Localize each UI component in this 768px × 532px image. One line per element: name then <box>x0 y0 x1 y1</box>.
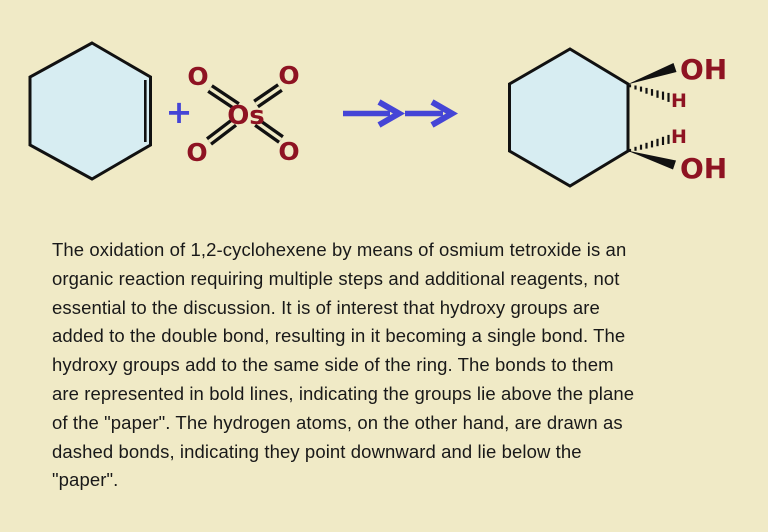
paragraph-line: "paper". <box>52 469 119 491</box>
hydrogen-label-top: H <box>671 90 687 112</box>
paragraph-line: of the "paper". The hydrogen atoms, on the other hand, are drawn as <box>52 411 623 433</box>
osmium-label: Os <box>227 101 265 131</box>
paragraph-line: The oxidation of 1,2-cyclohexene by means of osmium tetroxide is an <box>52 239 627 260</box>
reaction-scheme <box>0 0 768 220</box>
paragraph-line: added to the double bond, resulting in it becoming a single bond. The <box>52 325 626 347</box>
paragraph-line: essential to the discussion. It is of interest that hydroxy groups are <box>52 296 600 318</box>
cyclohexanediol-ring <box>510 49 629 186</box>
oxygen-label-bottomleft: O <box>186 138 208 167</box>
paragraph-line: hydroxy groups add to the same side of the ring. The bonds to them <box>52 354 614 376</box>
explanatory-paragraph <box>52 236 634 495</box>
bold-wedge-top <box>627 63 677 85</box>
bold-wedge-bottom <box>627 151 676 170</box>
reaction-arrow-1 <box>343 102 399 125</box>
paragraph-line: are represented in bold lines, indicating the groups lie above the plane <box>52 382 635 404</box>
cyclohexene-ring <box>30 43 151 179</box>
dashed-wedge-bottom <box>630 135 669 152</box>
osmium-tetroxide <box>186 61 299 167</box>
hydrogen-label-bottom: H <box>671 126 687 148</box>
hydroxyl-label-bottom: OH <box>680 152 728 185</box>
paragraph-line: organic reaction requiring multiple steps and additional reagents, not <box>52 267 620 289</box>
oxygen-label-topright: O <box>278 61 300 90</box>
reaction-arrow-2 <box>405 102 452 125</box>
plus-sign: + <box>165 93 193 131</box>
paragraph-line: dashed bonds, indicating they point downward and lie below the <box>52 440 582 462</box>
oxygen-label-topleft: O <box>187 62 209 91</box>
oxygen-label-bottomright: O <box>278 137 300 166</box>
hydroxyl-label-top: OH <box>680 53 728 86</box>
dashed-wedge-top <box>630 84 669 102</box>
